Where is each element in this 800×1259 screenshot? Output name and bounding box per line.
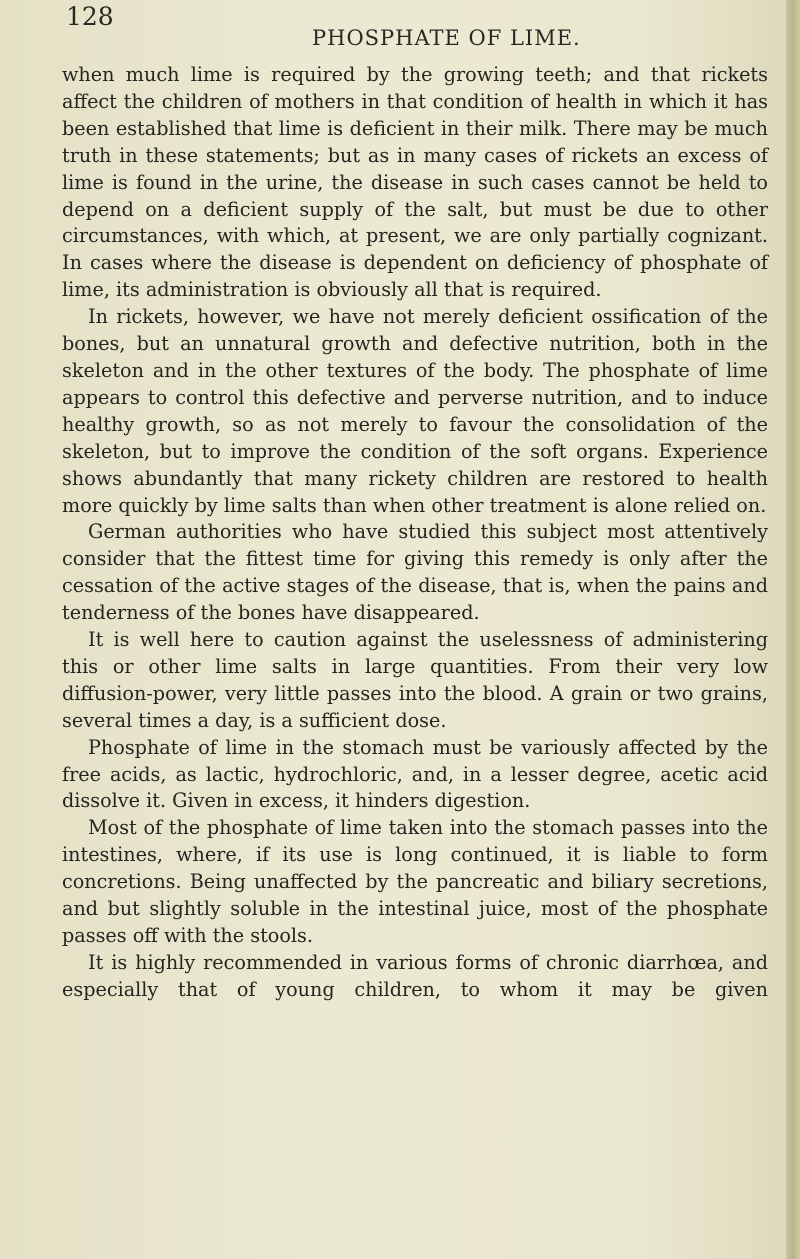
body-text bbox=[62, 62, 768, 1004]
paragraph: Phosphate of lime in the stomach must be variously affected by the free acids, as lactic, hydrochloric, and, in a lesser degree, acetic acid dissolve it. Given in excess, it hinders digestion. bbox=[62, 735, 768, 813]
paragraph: German authorities who have studied this subject most attentively consider that the fittest time for giving this remedy is only after the cessation of the active stages of the disease, that is, when the pains and tenderness of the bones have disappeared. bbox=[62, 520, 768, 625]
running-title: PHOSPHATE OF LIME. bbox=[312, 26, 581, 50]
page-header bbox=[66, 2, 766, 50]
page-number: 128 bbox=[66, 2, 114, 31]
paragraph: Most of the phosphate of lime taken into the stomach passes into the intestines, where, if its use is long continued, it is liable to form concretions. Being unaffected by the pancreatic and biliary secretions, and but slightly soluble in the intestinal juice, most of the phosphate passes off with the stools. bbox=[62, 816, 768, 947]
paragraph: It is well here to caution against the uselessness of administering this or other lime salts in large quantities. From their very low diffusion-power, very little passes into the blood. A grain or two grains, several times a day, is a sufficient dose. bbox=[62, 628, 768, 732]
paragraph: In rickets, however, we have not merely deficient ossification of the bones, but an unnatural growth and defective nutrition, both in the skeleton and in the other textures of the body. The phosphate of lime appears to control this defective and perverse nutrition, and to induce healthy growth, so as not merely to favour the consolidation of the skeleton, but to improve the condition of the soft organs. Experience shows abundantly that many rickety children are restored to health more quickly by lime salts than when other treatment is alone relied on. bbox=[62, 305, 768, 517]
paragraph: when much lime is required by the growing teeth; and that rickets affect the children of mothers in that condition of health in which it has been established that lime is deficient in their milk. There may be much truth in these statements; but as in many cases of rickets an excess of lime is found in the urine, the disease in such cases cannot be held to depend on a deficient supply of the salt, but must be due to other circumstances, with which, at present, we are only partially cognizant. In cases where the disease is dependent on deficiency of phosphate of lime, its administration is obviously all that is required. bbox=[62, 63, 768, 302]
page-edge-shadow bbox=[786, 0, 800, 1259]
paragraph: It is highly recommended in various forms of chronic diarrhœa, and especially that of young children, to whom it may be given bbox=[62, 950, 768, 1001]
